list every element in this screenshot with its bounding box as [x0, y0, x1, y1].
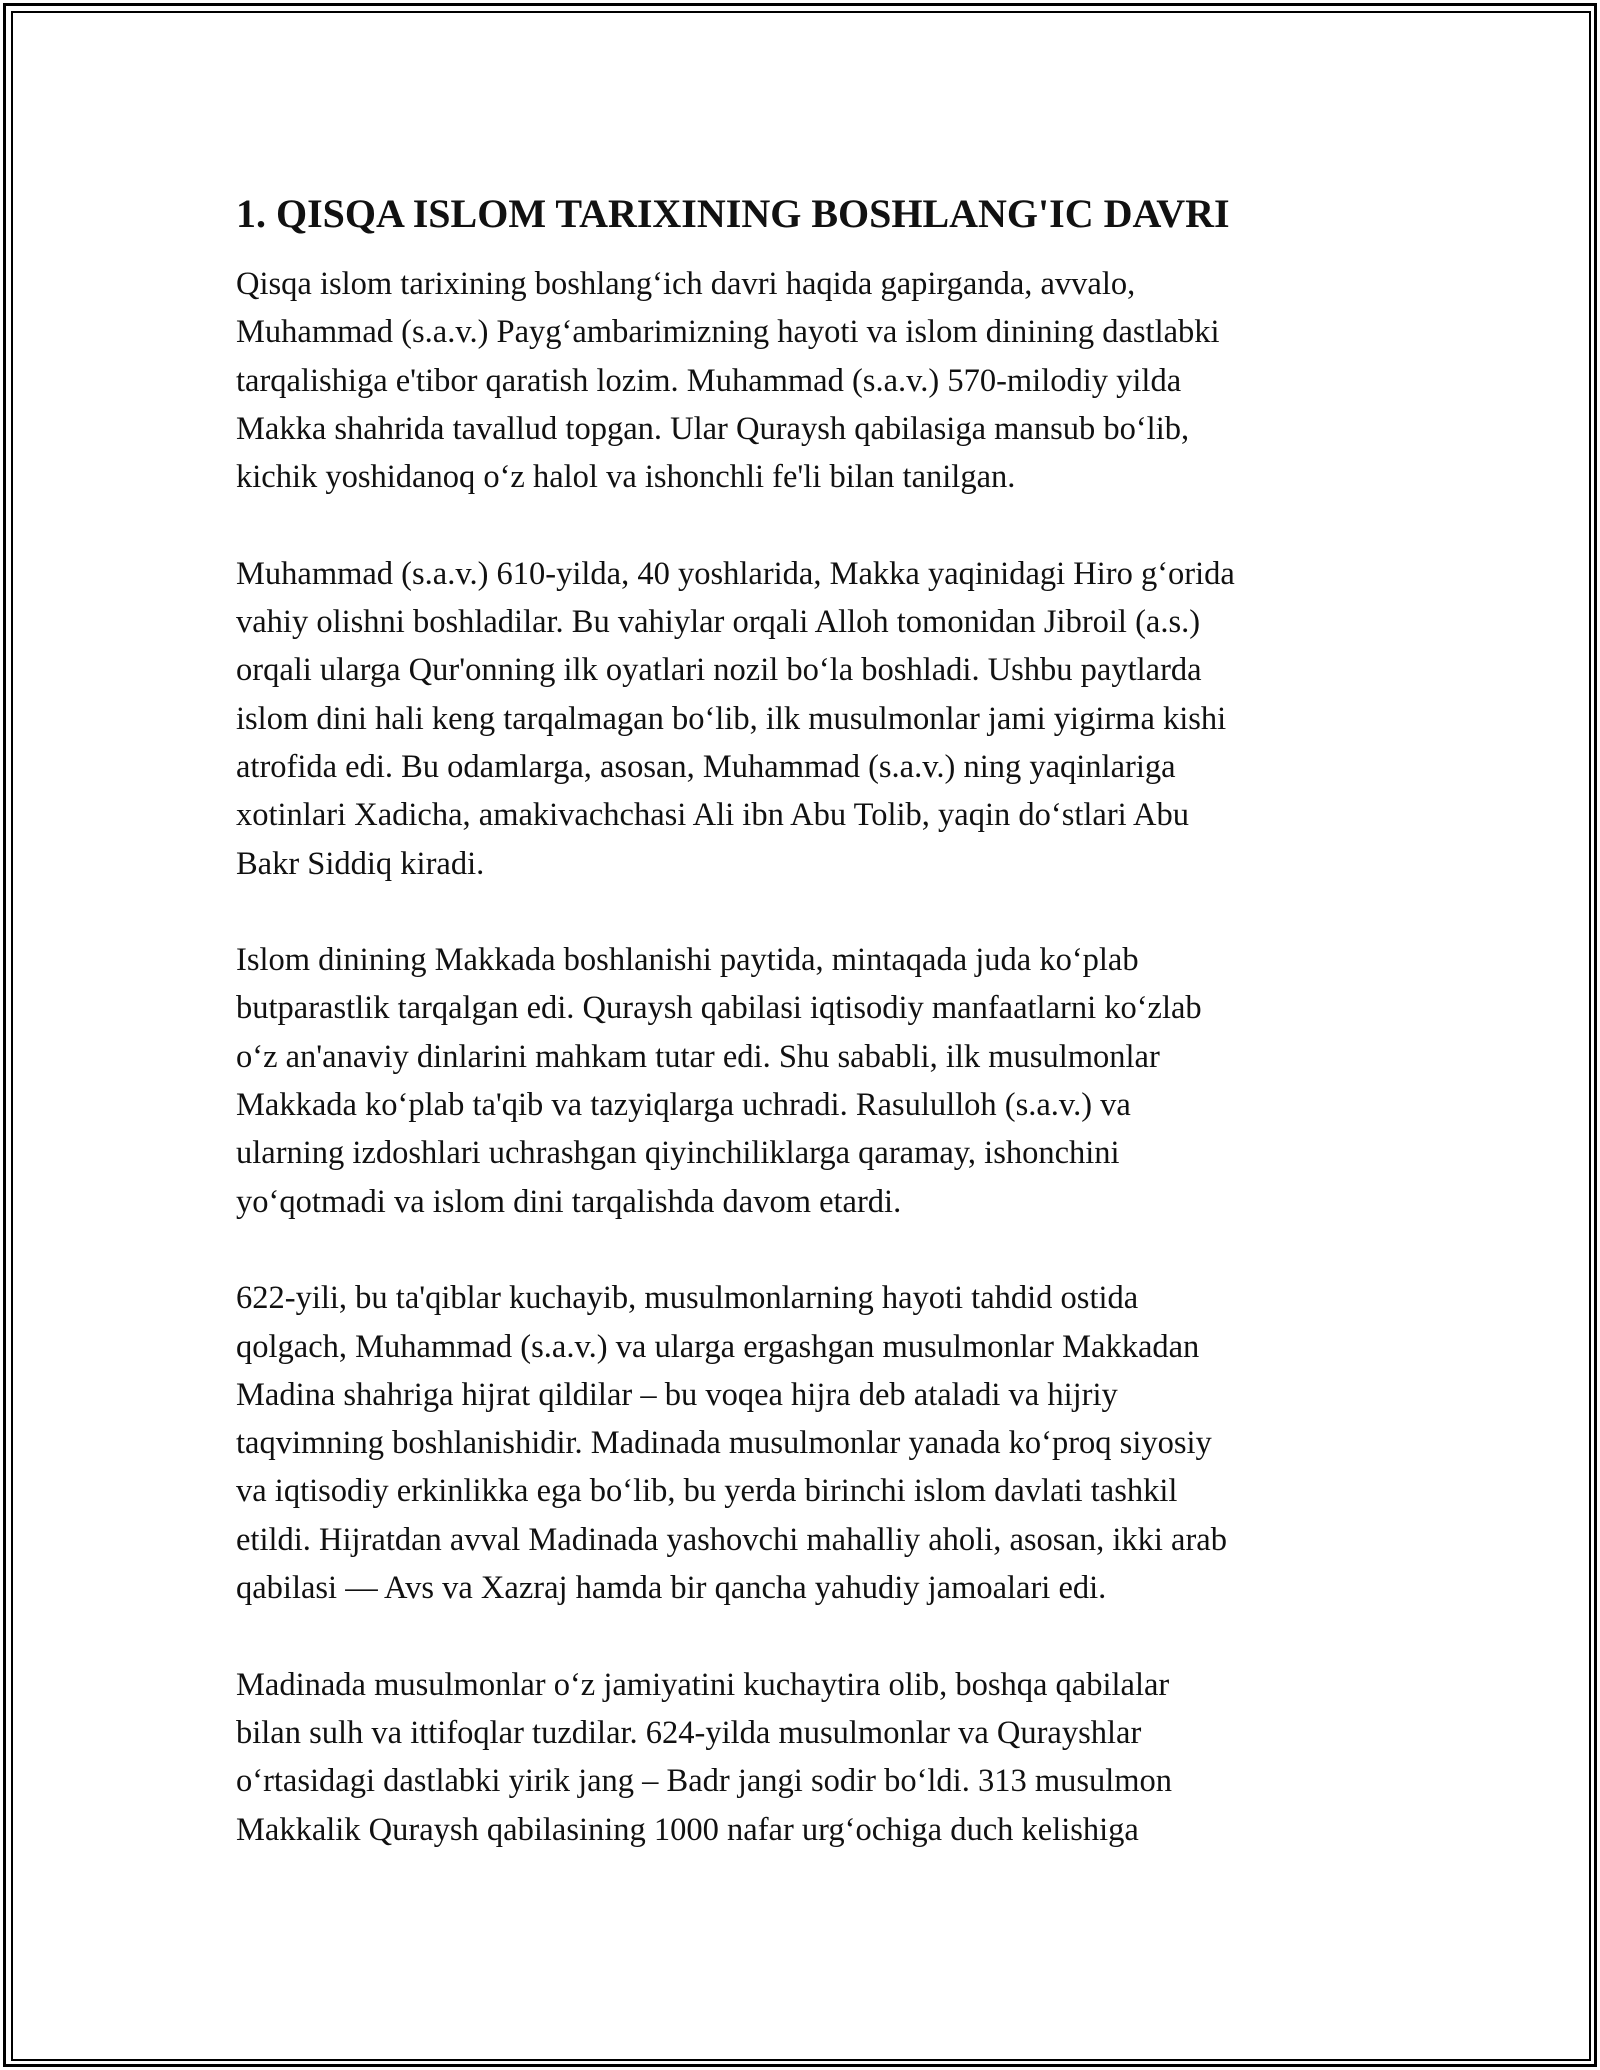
- paragraph-line: 622-yili, bu ta'qiblar kuchayib, musulmonlarning hayoti tahdid ostida: [236, 1280, 1139, 1317]
- paragraph-5: [236, 1661, 1416, 1854]
- paragraph-line: Makkalik Quraysh qabilasining 1000 nafar urg‘ochiga duch kelishiga: [236, 1811, 1139, 1848]
- paragraph-line: Makkada ko‘plab ta'qib va tazyiqlarga uchradi. Rasululloh (s.a.v.) va: [236, 1087, 1131, 1124]
- paragraph-2: [236, 550, 1416, 888]
- paragraph-line: qabilasi — Avs va Xazraj hamda bir qancha yahudiy jamoalari edi.: [236, 1570, 1107, 1607]
- paragraph-line: va iqtisodiy erkinlikka ega bo‘lib, bu yerda birinchi islom davlati tashkil: [236, 1473, 1178, 1510]
- paragraph-line: Madinada musulmonlar o‘z jamiyatini kuchaytira olib, boshqa qabilalar: [236, 1666, 1170, 1703]
- paragraph-line: Islom dinining Makkada boshlanishi paytida, mintaqada juda ko‘plab: [236, 942, 1139, 979]
- paragraph-line: tarqalishiga e'tibor qaratish lozim. Muhammad (s.a.v.) 570-milodiy yilda: [236, 362, 1182, 399]
- paragraph-line: orqali ularga Qur'onning ilk oyatlari nozil bo‘la boshladi. Ushbu paytlarda: [236, 652, 1202, 689]
- paragraph-line: o‘rtasidagi dastlabki yirik jang – Badr jangi sodir bo‘ldi. 313 musulmon: [236, 1763, 1173, 1800]
- paragraph-line: islom dini hali keng tarqalmagan bo‘lib, ilk musulmonlar jami yigirma kishi: [236, 700, 1227, 737]
- paragraph-line: butparastlik tarqalgan edi. Quraysh qabilasi iqtisodiy manfaatlarni ko‘zlab: [236, 990, 1202, 1027]
- paragraph-line: Makka shahrida tavallud topgan. Ular Quraysh qabilasiga mansub bo‘lib,: [236, 410, 1190, 447]
- paragraph-line: bilan sulh va ittifoqlar tuzdilar. 624-yilda musulmonlar va Qurayshlar: [236, 1714, 1142, 1751]
- paragraph-line: o‘z an'anaviy dinlarini mahkam tutar edi. Shu sababli, ilk musulmonlar: [236, 1038, 1160, 1075]
- document-body: [236, 188, 1416, 1902]
- paragraph-line: etildi. Hijratdan avval Madinada yashovchi mahalliy aholi, asosan, ikki arab: [236, 1521, 1227, 1558]
- paragraph-line: Bakr Siddiq kiradi.: [236, 845, 485, 882]
- paragraph-line: Qisqa islom tarixining boshlang‘ich davri haqida gapirganda, avvalo,: [236, 266, 1136, 302]
- paragraph-line: Muhammad (s.a.v.) Payg‘ambarimizning hayoti va islom dinining dastlabki: [236, 314, 1220, 351]
- paragraph-line: yo‘qotmadi va islom dini tarqalishda davom etardi.: [236, 1183, 902, 1220]
- paragraph-line: xotinlari Xadicha, amakivachchasi Ali ibn Abu Tolib, yaqin do‘stlari Abu: [236, 797, 1189, 834]
- paragraph-1: [236, 260, 1416, 501]
- paragraph-line: taqvimning boshlanishidir. Madinada musulmonlar yanada ko‘proq siyosiy: [236, 1425, 1212, 1462]
- document-title: 1. QISQA ISLOM TARIXINING BOSHLANG'IC DAVRI: [236, 191, 1230, 236]
- paragraph-line: kichik yoshidanoq o‘z halol va ishonchli fe'li bilan tanilgan.: [236, 459, 1016, 496]
- paragraph-line: atrofida edi. Bu odamlarga, asosan, Muhammad (s.a.v.) ning yaqinlariga: [236, 748, 1176, 785]
- paragraph-4: [236, 1274, 1416, 1612]
- paragraph-line: ularning izdoshlari uchrashgan qiyinchiliklarga qaramay, ishonchini: [236, 1135, 1120, 1172]
- paragraph-line: qolgach, Muhammad (s.a.v.) va ularga ergashgan musulmonlar Makkadan: [236, 1328, 1200, 1365]
- paragraph-3: [236, 936, 1416, 1226]
- paragraph-line: vahiy olishni boshladilar. Bu vahiylar orqali Alloh tomonidan Jibroil (a.s.): [236, 604, 1201, 641]
- paragraph-line: Muhammad (s.a.v.) 610-yilda, 40 yoshlarida, Makka yaqinidagi Hiro g‘orida: [236, 555, 1235, 592]
- paragraph-line: Madina shahriga hijrat qildilar – bu voqea hijra deb ataladi va hijriy: [236, 1376, 1118, 1413]
